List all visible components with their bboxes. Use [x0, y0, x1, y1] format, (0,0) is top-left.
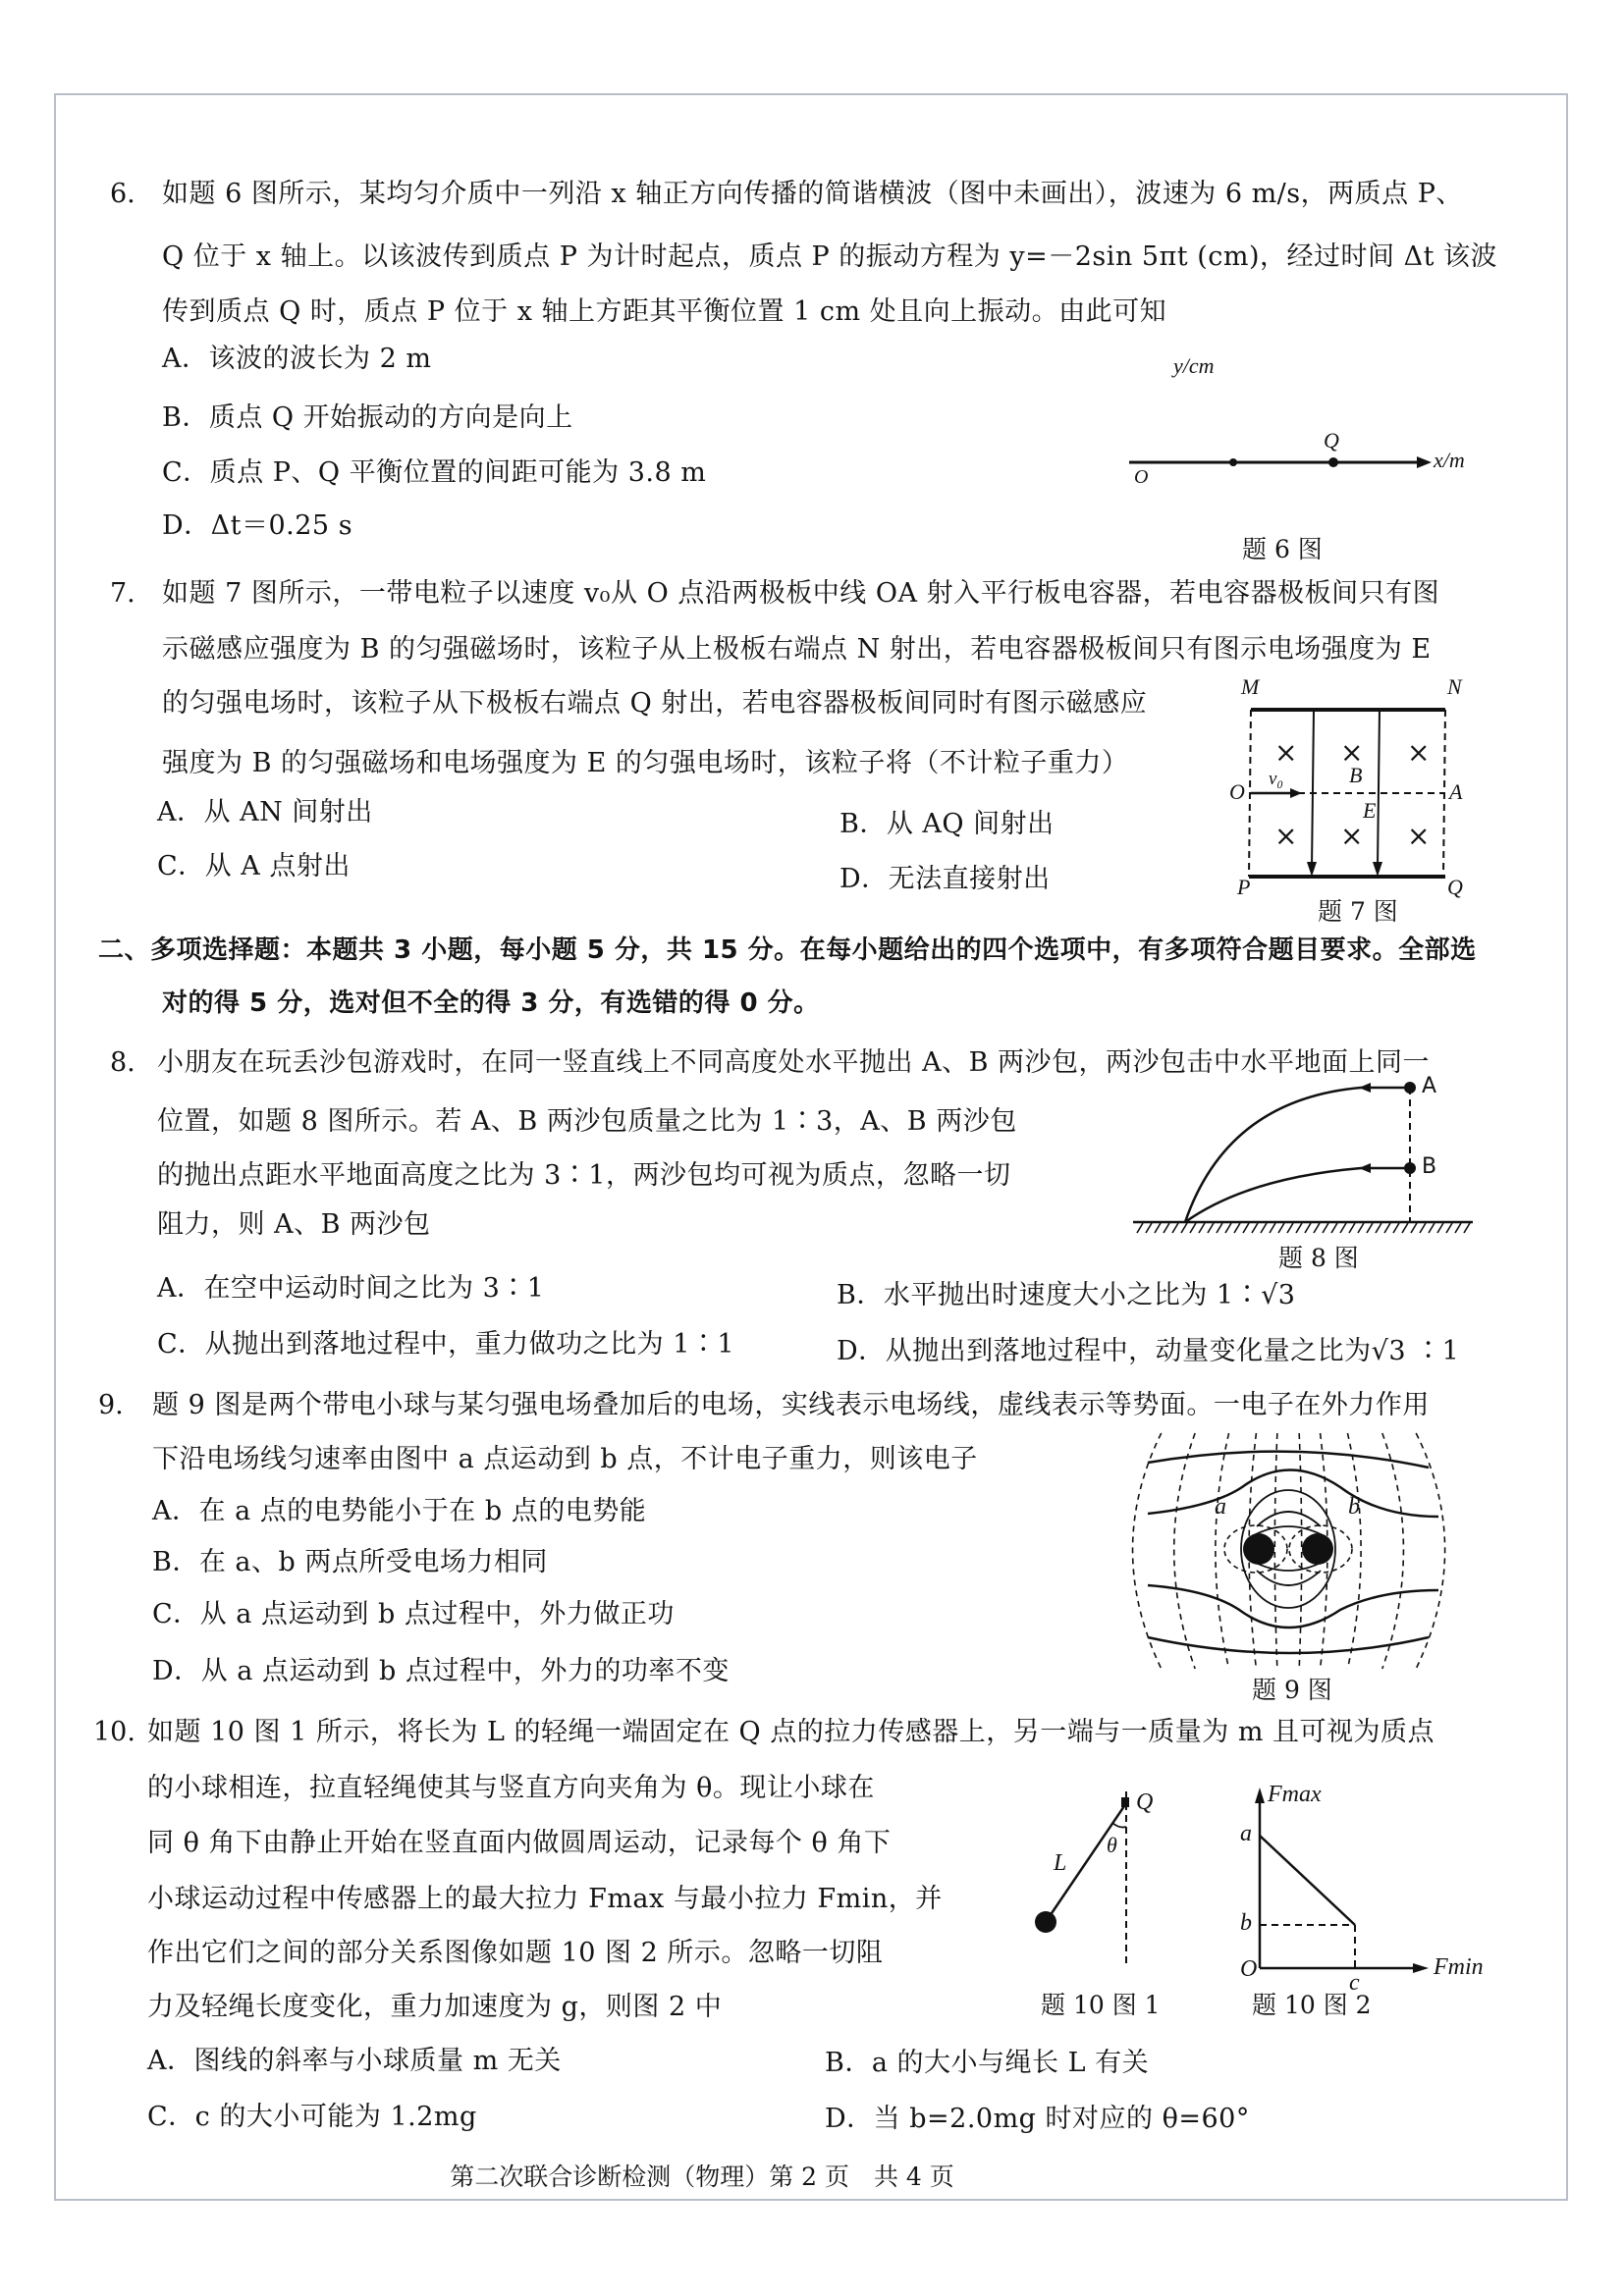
hatch-mark	[1455, 1223, 1461, 1233]
hatch-mark	[1393, 1223, 1399, 1233]
option-a: A．从 AN 间射出	[157, 797, 373, 828]
hatch-mark	[1137, 1223, 1143, 1233]
arrow-b	[1359, 1163, 1371, 1173]
point-b-label: b	[1348, 1494, 1360, 1520]
label-p: P	[1237, 875, 1251, 899]
hatch-mark	[1287, 1223, 1293, 1233]
x-axis-label: x/m	[1434, 448, 1465, 472]
figure-q7	[1227, 674, 1512, 937]
hatch-mark	[1234, 1223, 1240, 1233]
hatch-mark	[1190, 1223, 1196, 1233]
hatch-mark	[1278, 1223, 1284, 1233]
equipotential-line	[1347, 1433, 1361, 1669]
magnetic-cross: ×	[1407, 820, 1431, 852]
figure-caption: 题 9 图	[1252, 1676, 1332, 1704]
field-arrow	[1373, 862, 1382, 877]
question-text-line: 如题 7 图所示，一带电粒子以速度 v₀从 O 点沿两极板中线 OA 射入平行板电容器，若电容器极板间只有图	[162, 578, 1440, 609]
section-instructions: 对的得 5 分，选对但不全的得 3 分，有选错的得 0 分。	[162, 988, 820, 1018]
option-a: A．在 a 点的电势能小于在 b 点的电势能	[152, 1496, 647, 1526]
hatch-mark	[1155, 1223, 1161, 1233]
equipotential-line	[1299, 1433, 1302, 1669]
question-text-line: 阻力，则 A、B 两沙包	[157, 1209, 431, 1240]
charged-ball-left	[1243, 1533, 1274, 1565]
hatch-mark	[1429, 1223, 1435, 1233]
equipotential-line	[1174, 1433, 1195, 1669]
hatch-mark	[1420, 1223, 1426, 1233]
figure-q10-1	[1026, 1782, 1193, 2022]
hatch-mark	[1208, 1223, 1214, 1233]
label-a: a	[1240, 1821, 1252, 1846]
label-b: B	[1422, 1154, 1437, 1179]
x-axis-arrow	[1413, 1963, 1429, 1973]
question-text-line: 示磁感应强度为 B 的匀强磁场时，该粒子从上极板右端点 N 射出，若电容器极板间只有图示电场强度为 E	[162, 634, 1432, 665]
hatch-mark	[1172, 1223, 1178, 1233]
label-l: L	[1054, 1850, 1067, 1876]
hatch-mark	[1446, 1223, 1452, 1233]
magnetic-cross: ×	[1274, 736, 1298, 769]
hatch-mark	[1314, 1223, 1320, 1233]
label-b: b	[1240, 1910, 1252, 1936]
magnetic-cross: ×	[1340, 820, 1364, 852]
hatch-mark	[1411, 1223, 1417, 1233]
section-title: 二、多项选择题：本题共 3 小题，每小题 5 分，共 15 分。在每小题给出的四个选项中，有多项符合题目要求。全部选	[98, 935, 1477, 965]
hatch-mark	[1376, 1223, 1381, 1233]
hatch-mark	[1340, 1223, 1346, 1233]
equipotential-lines	[1133, 1433, 1445, 1669]
question-text-line: 的小球相连，拉直轻绳使其与竖直方向夹角为 θ。现让小球在	[147, 1773, 875, 1803]
label-n: N	[1447, 674, 1462, 699]
question-text-line: 的抛出点距水平地面高度之比为 3∶1，两沙包均可视为质点，忽略一切	[157, 1160, 1011, 1191]
hatch-mark	[1146, 1223, 1152, 1233]
hatch-mark	[1252, 1223, 1258, 1233]
field-line	[1378, 710, 1380, 869]
equipotential-line	[1382, 1433, 1404, 1669]
hatch-mark	[1384, 1223, 1390, 1233]
label-a: A	[1449, 779, 1463, 804]
question-number: 7.	[110, 578, 135, 609]
option-a: A．在空中运动时间之比为 3∶1	[157, 1273, 545, 1304]
label-v0: v₀	[1269, 769, 1284, 789]
question-number: 10.	[93, 1717, 135, 1747]
question-text-line: 位置，如题 8 图所示。若 A、B 两沙包质量之比为 1∶3，A、B 两沙包	[157, 1106, 1017, 1137]
equipotential-line	[1416, 1433, 1444, 1669]
question-number: 8.	[110, 1047, 135, 1078]
question-text-line: 下沿电场线匀速率由图中 a 点运动到 b 点，不计电子重力，则该电子	[152, 1444, 978, 1474]
field-arrow	[1307, 862, 1317, 877]
question-text-line: 如题 10 图 1 所示，将长为 L 的轻绳一端固定在 Q 点的拉力传感器上，另一端与一质量为 m 且可视为质点	[147, 1717, 1435, 1747]
point-p	[1229, 458, 1237, 466]
question-text-line: Q 位于 x 轴上。以该波传到质点 P 为计时起点，质点 P 的振动方程为 y=－2sin 5πt (cm)，经过时间 Δt 该波	[162, 241, 1498, 272]
label-q: Q	[1447, 875, 1463, 899]
figure-caption: 题 7 图	[1318, 897, 1398, 926]
hatch-mark	[1323, 1223, 1328, 1233]
option-c: C．c 的大小可能为 1.2mg	[147, 2102, 477, 2132]
magnetic-cross: ×	[1407, 736, 1431, 769]
page-footer: 第二次联合诊断检测（物理）第 2 页 共 4 页	[450, 2163, 954, 2191]
option-a: A．图线的斜率与小球质量 m 无关	[147, 2046, 562, 2076]
question-text-line: 强度为 B 的匀强磁场和电场强度为 E 的匀强电场时，该粒子将（不计粒子重力）	[162, 748, 1129, 778]
hatch-mark	[1367, 1223, 1373, 1233]
q-label: Q	[1324, 428, 1339, 453]
figure-q9	[1144, 1423, 1458, 1704]
inner-field-line	[1257, 1571, 1321, 1585]
question-text-line: 如题 6 图所示，某均匀介质中一列沿 x 轴正方向传播的简谐横波（图中未画出），波速为 6 m/s，两质点 P、	[162, 179, 1463, 209]
sandbag-b	[1404, 1162, 1416, 1174]
point-a-label: a	[1215, 1494, 1226, 1520]
hatch-mark	[1243, 1223, 1249, 1233]
label-m: M	[1241, 674, 1260, 699]
hatch-mark	[1305, 1223, 1311, 1233]
figure-q6	[1119, 344, 1532, 569]
magnetic-cross: ×	[1340, 736, 1364, 769]
question-text-line: 作出它们之间的部分关系图像如题 10 图 2 所示。忽略一切阻	[147, 1938, 884, 1968]
question-text-line: 同 θ 角下由静止开始在竖直面内做圆周运动，记录每个 θ 角下	[147, 1828, 892, 1858]
option-d: D．无法直接射出	[839, 864, 1051, 894]
figure-caption: 题 6 图	[1242, 535, 1323, 563]
x-axis-label	[1434, 1954, 1484, 1981]
angle-arc	[1112, 1823, 1126, 1828]
inner-field-line	[1257, 1512, 1321, 1526]
option-d: D．从 a 点运动到 b 点过程中，外力的功率不变	[152, 1656, 730, 1686]
option-a: A．该波的波长为 2 m	[162, 344, 432, 374]
hatch-mark	[1199, 1223, 1205, 1233]
label-e: E	[1363, 798, 1377, 823]
trajectory-b	[1185, 1168, 1361, 1222]
velocity-arrow	[1290, 788, 1302, 798]
option-b: B．质点 Q 开始振动的方向是向上	[162, 402, 573, 433]
origin-label: O	[1240, 1956, 1258, 1982]
question-text-line: 力及轻绳长度变化，重力加速度为 g，则图 2 中	[147, 1992, 723, 2022]
option-b: B．水平抛出时速度大小之比为 1∶√3	[837, 1280, 1296, 1310]
field-line	[1312, 710, 1314, 869]
option-d: D．当 b=2.0mg 时对应的 θ=60°	[825, 2104, 1250, 2134]
question-text-line: 的匀强电场时，该粒子从下极板右端点 Q 射出，若电容器极板间同时有图示磁感应	[162, 688, 1148, 719]
hatch-mark	[1349, 1223, 1355, 1233]
label-b: B	[1349, 763, 1363, 787]
hatch-mark	[1402, 1223, 1408, 1233]
figure-q10-2	[1232, 1782, 1527, 2022]
question-text-line: 题 9 图是两个带电小球与某匀强电场叠加后的电场，实线表示电场线，虚线表示等势面。一电子在外力作用	[152, 1390, 1430, 1420]
option-b: B．从 AQ 间射出	[839, 809, 1055, 839]
option-c: C．质点 P、Q 平衡位置的间距可能为 3.8 m	[162, 457, 707, 488]
question-number: 6.	[110, 179, 135, 209]
question-text-line: 传到质点 Q 时，质点 P 位于 x 轴上方距其平衡位置 1 cm 处且向上振动。由此可知	[162, 296, 1167, 327]
arrow-a	[1359, 1083, 1371, 1093]
question-text-line: 小球运动过程中传感器上的最大拉力 Fmax 与最小拉力 Fmin，并	[147, 1884, 943, 1914]
label-a: A	[1422, 1074, 1437, 1098]
figure-caption: 题 8 图	[1278, 1244, 1359, 1272]
x-axis-arrow	[1417, 456, 1432, 468]
equipotential-line	[1216, 1433, 1229, 1669]
option-c: C．从 A 点射出	[157, 851, 351, 881]
hatch-mark	[1270, 1223, 1275, 1233]
hatch-mark	[1358, 1223, 1364, 1233]
option-d: D．Δt＝0.25 s	[162, 510, 353, 541]
hatch-mark	[1225, 1223, 1231, 1233]
label-q: Q	[1136, 1789, 1154, 1815]
fmax-fmin-line	[1260, 1836, 1355, 1925]
hatch-mark	[1331, 1223, 1337, 1233]
y-axis-label-text: Fmax	[1268, 1782, 1322, 1807]
hatch-mark	[1164, 1223, 1169, 1233]
x-axis-label-text: Fmin	[1434, 1954, 1484, 1980]
trajectory-a	[1185, 1088, 1361, 1222]
question-number: 9.	[98, 1390, 124, 1420]
figure-caption: 题 10 图 2	[1252, 1991, 1372, 2019]
ground-hatching	[1137, 1223, 1470, 1233]
option-c: C．从抛出到落地过程中，重力做功之比为 1∶1	[157, 1329, 735, 1360]
label-c: c	[1349, 1970, 1360, 1996]
hatch-mark	[1261, 1223, 1267, 1233]
hatch-mark	[1217, 1223, 1222, 1233]
option-b: B．在 a、b 两点所受电场力相同	[152, 1547, 548, 1577]
label-o: O	[1229, 779, 1245, 804]
figure-q8	[1129, 1070, 1522, 1286]
charged-ball-right	[1302, 1533, 1333, 1565]
y-axis-label: y/cm	[1173, 353, 1215, 378]
point-q	[1328, 457, 1338, 467]
figure-caption: 题 10 图 1	[1041, 1991, 1161, 2019]
option-d: D．从抛出到落地过程中，动量变化量之比为√3 ∶1	[837, 1336, 1460, 1366]
left-boundary	[1249, 710, 1251, 877]
y-axis-label	[1268, 1782, 1322, 1808]
hatch-mark	[1181, 1223, 1187, 1233]
hatch-mark	[1296, 1223, 1302, 1233]
option-c: C．从 a 点运动到 b 点过程中，外力做正功	[152, 1599, 675, 1629]
equipotential-line	[1274, 1433, 1277, 1669]
force-sensor	[1121, 1797, 1129, 1807]
hatch-mark	[1437, 1223, 1443, 1233]
field-line	[1148, 1452, 1429, 1468]
origin-label: O	[1134, 466, 1149, 488]
label-theta: θ	[1107, 1833, 1117, 1857]
ball	[1035, 1911, 1056, 1933]
magnetic-cross: ×	[1274, 820, 1298, 852]
question-text-line: 小朋友在玩丢沙包游戏时，在同一竖直线上不同高度处水平抛出 A、B 两沙包，两沙包击中水平地面上同一	[157, 1047, 1431, 1078]
field-line	[1148, 1585, 1438, 1628]
y-axis-arrow	[1255, 1788, 1265, 1803]
option-b: B．a 的大小与绳长 L 有关	[825, 2048, 1150, 2078]
field-lines	[1148, 1452, 1438, 1653]
hatch-mark	[1464, 1223, 1470, 1233]
sandbag-a	[1404, 1082, 1416, 1094]
